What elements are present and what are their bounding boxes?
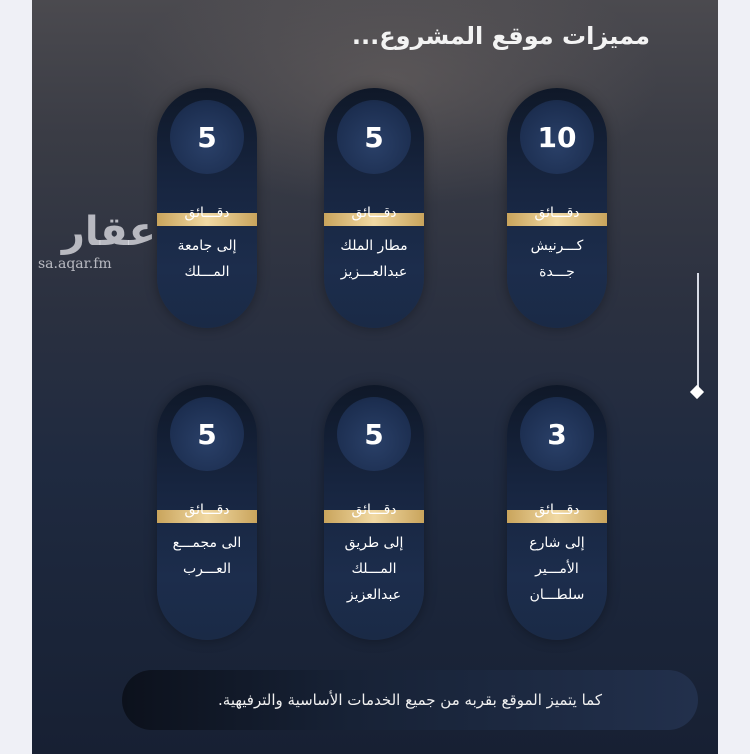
- location-features-poster: [32, 0, 718, 754]
- minutes-number: 3: [547, 417, 567, 451]
- destination-line: المـــلك: [351, 561, 397, 577]
- destination-line: إلى جامعة: [177, 238, 237, 254]
- number-circle: [170, 100, 244, 174]
- destination-line: الى مجمـــع: [172, 535, 242, 551]
- destination-line: عبدالعزيز: [346, 587, 402, 603]
- minutes-label: دقـــائق: [351, 502, 397, 518]
- minutes-number: 5: [364, 120, 384, 154]
- destination-line: إلى طريق: [344, 535, 404, 551]
- poster-title: مميزات موقع المشروع...: [351, 22, 650, 50]
- feature-card-prince-sultan-st: [507, 385, 607, 640]
- feature-card-king-abdulaziz-rd: [324, 385, 424, 640]
- number-circle: [337, 397, 411, 471]
- destination-text: [163, 233, 251, 285]
- number-circle: [520, 100, 594, 174]
- destination-line: مطار الملك: [340, 238, 408, 254]
- minutes-label: دقـــائق: [351, 205, 397, 221]
- timeline-line: [697, 273, 699, 393]
- footer-text: كما يتميز الموقع بقربه من جميع الخدمات الأساسية والترفيهية.: [218, 691, 602, 709]
- destination-line: الأمـــير: [535, 561, 579, 577]
- destination-text: [330, 233, 418, 285]
- feature-card-university: [157, 88, 257, 328]
- destination-line: سلطـــان: [529, 587, 585, 603]
- minutes-label: دقـــائق: [184, 502, 230, 518]
- minutes-number: 5: [364, 417, 384, 451]
- feature-card-mall-of-arabia: [157, 385, 257, 640]
- aqar-logo: عقار: [61, 209, 156, 255]
- destination-line: إلى شارع: [529, 535, 585, 551]
- destination-line: جـــدة: [539, 264, 575, 280]
- destination-text: [513, 233, 601, 285]
- diamond-icon: [690, 385, 704, 399]
- destination-line: عبدالعـــزيز: [340, 264, 408, 280]
- minutes-label: دقـــائق: [534, 502, 580, 518]
- minutes-number: 5: [197, 120, 217, 154]
- number-circle: [337, 100, 411, 174]
- minutes-number: 10: [537, 120, 577, 154]
- destination-line: كـــرنيش: [530, 238, 584, 254]
- destination-line: المـــلك: [184, 264, 230, 280]
- number-circle: [520, 397, 594, 471]
- destination-text: [330, 530, 418, 608]
- number-circle: [170, 397, 244, 471]
- feature-card-corniche: [507, 88, 607, 328]
- aqar-watermark: [38, 210, 156, 272]
- footer-banner: [122, 670, 698, 730]
- minutes-number: 5: [197, 417, 217, 451]
- minutes-label: دقـــائق: [534, 205, 580, 221]
- destination-line: العـــرب: [182, 561, 232, 577]
- minutes-label: دقـــائق: [184, 205, 230, 221]
- destination-text: [163, 530, 251, 582]
- aqar-url: sa.aqar.fm: [38, 256, 112, 272]
- destination-text: [513, 530, 601, 608]
- feature-card-airport: [324, 88, 424, 328]
